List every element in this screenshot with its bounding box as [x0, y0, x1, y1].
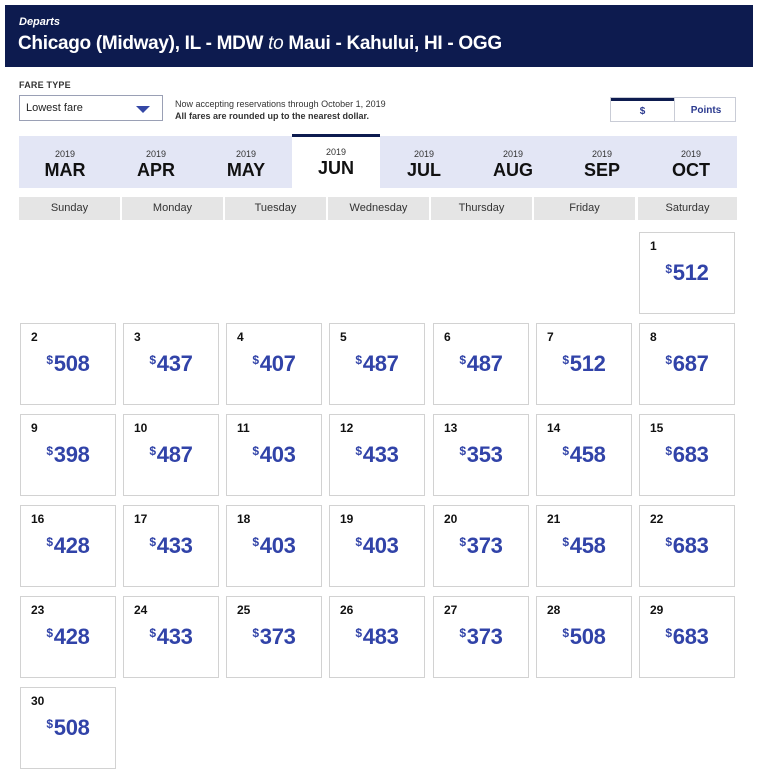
day-number: 23 — [31, 603, 45, 617]
route-header — [5, 5, 753, 67]
fare-price — [227, 624, 321, 650]
fare-price — [330, 533, 424, 559]
price-amount: 683 — [672, 442, 709, 467]
price-amount: 483 — [362, 624, 399, 649]
fare-price — [124, 624, 218, 650]
day-number: 28 — [547, 603, 561, 617]
currency-symbol: $ — [355, 626, 362, 640]
currency-symbol: $ — [665, 535, 672, 549]
day-number: 22 — [650, 512, 664, 526]
day-number: 29 — [650, 603, 664, 617]
day-number: 13 — [444, 421, 458, 435]
weekday-friday: Friday — [534, 197, 635, 220]
day-number: 24 — [134, 603, 148, 617]
currency-symbol: $ — [46, 444, 53, 458]
price-amount: 398 — [53, 442, 90, 467]
price-amount: 512 — [672, 260, 709, 285]
fare-price — [640, 624, 734, 650]
weekday-monday: Monday — [122, 197, 223, 220]
month-year: 2019 — [145, 149, 167, 159]
fare-price — [537, 533, 631, 559]
day-cell[interactable] — [123, 505, 219, 587]
price-amount: 487 — [362, 351, 399, 376]
month-year: 2019 — [54, 149, 76, 159]
price-amount: 407 — [259, 351, 296, 376]
month-name: OCT — [672, 160, 710, 180]
currency-symbol: $ — [252, 535, 259, 549]
price-amount: 373 — [466, 533, 503, 558]
day-cell[interactable] — [639, 323, 735, 405]
fare-price — [330, 351, 424, 377]
day-number: 10 — [134, 421, 148, 435]
day-cell[interactable] — [536, 414, 632, 496]
month-tab-sep[interactable] — [558, 136, 646, 188]
currency-symbol: $ — [459, 444, 466, 458]
fare-price — [227, 351, 321, 377]
price-amount: 687 — [672, 351, 709, 376]
month-year: 2019 — [235, 149, 257, 159]
points-option[interactable]: Points — [674, 98, 737, 121]
currency-symbol: $ — [46, 535, 53, 549]
month-name: JUL — [406, 160, 441, 180]
currency-symbol: $ — [665, 262, 672, 276]
day-cell[interactable] — [123, 323, 219, 405]
fare-price — [21, 442, 115, 468]
currency-symbol: $ — [355, 444, 362, 458]
month-name: APR — [136, 160, 175, 180]
fare-type-select[interactable] — [19, 95, 163, 121]
day-cell[interactable] — [329, 505, 425, 587]
month-year: 2019 — [680, 149, 702, 159]
day-cell[interactable] — [639, 505, 735, 587]
fare-price — [434, 533, 528, 559]
month-name: SEP — [583, 160, 621, 180]
month-tabs — [19, 136, 737, 188]
price-amount: 487 — [156, 442, 193, 467]
day-cell[interactable] — [329, 414, 425, 496]
currency-symbol: $ — [355, 535, 362, 549]
day-cell[interactable] — [433, 505, 529, 587]
day-cell[interactable] — [20, 596, 116, 678]
currency-toggle — [610, 97, 736, 122]
day-number: 16 — [31, 512, 45, 526]
currency-symbol: $ — [562, 626, 569, 640]
day-number: 25 — [237, 603, 251, 617]
currency-symbol: $ — [149, 444, 156, 458]
price-amount: 403 — [259, 442, 296, 467]
price-amount: 512 — [569, 351, 606, 376]
day-cell[interactable] — [536, 323, 632, 405]
day-cell[interactable] — [226, 414, 322, 496]
day-number: 20 — [444, 512, 458, 526]
fare-type-value: Lowest fare — [26, 102, 83, 114]
fare-price — [330, 442, 424, 468]
currency-symbol: $ — [46, 626, 53, 640]
fare-price — [434, 351, 528, 377]
price-amount: 508 — [53, 715, 90, 740]
weekday-sunday: Sunday — [19, 197, 120, 220]
month-tab-jul[interactable] — [380, 136, 468, 188]
month-name: AUG — [493, 160, 533, 180]
fare-price — [124, 533, 218, 559]
currency-symbol: $ — [665, 626, 672, 640]
month-tab-mar[interactable] — [21, 136, 109, 188]
currency-symbol: $ — [252, 353, 259, 367]
day-number: 8 — [650, 330, 657, 344]
price-amount: 683 — [672, 533, 709, 558]
month-tab-oct[interactable] — [647, 136, 735, 188]
price-amount: 433 — [156, 624, 193, 649]
day-cell[interactable] — [20, 323, 116, 405]
day-number: 11 — [237, 421, 250, 435]
currency-symbol: $ — [459, 535, 466, 549]
price-amount: 508 — [53, 351, 90, 376]
fare-price — [537, 351, 631, 377]
day-cell[interactable] — [226, 505, 322, 587]
weekday-thursday: Thursday — [431, 197, 532, 220]
currency-symbol: $ — [252, 626, 259, 640]
to-word: to — [268, 33, 284, 54]
month-year: 2019 — [413, 149, 435, 159]
month-tab-may[interactable] — [202, 136, 290, 188]
price-amount: 433 — [156, 533, 193, 558]
day-number: 21 — [547, 512, 561, 526]
day-cell[interactable] — [20, 414, 116, 496]
fare-price — [640, 351, 734, 377]
price-amount: 487 — [466, 351, 503, 376]
fare-price — [227, 442, 321, 468]
day-cell[interactable] — [639, 596, 735, 678]
price-amount: 683 — [672, 624, 709, 649]
route-title — [18, 33, 502, 55]
month-tab-aug[interactable] — [469, 136, 557, 188]
price-amount: 428 — [53, 624, 90, 649]
day-cell[interactable] — [433, 323, 529, 405]
fare-price — [124, 442, 218, 468]
day-number: 4 — [237, 330, 244, 344]
fare-price — [227, 533, 321, 559]
currency-symbol: $ — [665, 444, 672, 458]
currency-symbol: $ — [149, 535, 156, 549]
currency-symbol: $ — [562, 535, 569, 549]
currency-symbol: $ — [252, 444, 259, 458]
reservation-notice — [175, 98, 386, 122]
fare-price — [640, 260, 734, 286]
currency-symbol: $ — [562, 444, 569, 458]
day-number: 30 — [31, 694, 45, 708]
departs-label: Departs — [19, 16, 60, 28]
day-number: 14 — [547, 421, 561, 435]
day-cell[interactable] — [433, 414, 529, 496]
fare-price — [537, 442, 631, 468]
day-number: 3 — [134, 330, 141, 344]
fare-price — [434, 624, 528, 650]
day-cell[interactable] — [123, 596, 219, 678]
fare-price — [21, 351, 115, 377]
month-name: MAY — [226, 160, 266, 180]
day-cell[interactable] — [20, 687, 116, 769]
month-year: 2019 — [502, 149, 524, 159]
fare-price — [21, 715, 115, 741]
fare-price — [640, 442, 734, 468]
day-cell[interactable] — [639, 232, 735, 314]
currency-symbol: $ — [355, 353, 362, 367]
day-cell[interactable] — [226, 323, 322, 405]
price-amount: 458 — [569, 442, 606, 467]
day-number: 7 — [547, 330, 554, 344]
notice-line: Now accepting reservations through October 1, 2019 — [175, 99, 386, 109]
month-name: MAR — [44, 160, 86, 180]
day-cell[interactable] — [536, 596, 632, 678]
price-amount: 403 — [362, 533, 399, 558]
fare-price — [21, 533, 115, 559]
fare-price — [434, 442, 528, 468]
day-number: 18 — [237, 512, 251, 526]
day-number: 6 — [444, 330, 451, 344]
destination: Maui - Kahului, HI - OGG — [288, 33, 502, 54]
chevron-down-icon — [136, 106, 150, 113]
currency-symbol: $ — [46, 717, 53, 731]
origin: Chicago (Midway), IL - MDW — [18, 33, 264, 54]
fare-price — [640, 533, 734, 559]
price-amount: 508 — [569, 624, 606, 649]
price-amount: 433 — [362, 442, 399, 467]
day-number: 2 — [31, 330, 38, 344]
day-cell[interactable] — [433, 596, 529, 678]
currency-symbol: $ — [149, 353, 156, 367]
weekday-wednesday: Wednesday — [328, 197, 429, 220]
day-number: 9 — [31, 421, 38, 435]
fare-price — [330, 624, 424, 650]
month-tab-jun[interactable] — [292, 134, 380, 188]
price-amount: 353 — [466, 442, 503, 467]
fare-price — [537, 624, 631, 650]
weekday-tuesday: Tuesday — [225, 197, 326, 220]
currency-symbol: $ — [459, 353, 466, 367]
rounding-notice: All fares are rounded up to the nearest dollar. — [175, 111, 370, 121]
price-amount: 437 — [156, 351, 193, 376]
day-number: 1 — [650, 239, 657, 253]
month-year: 2019 — [325, 147, 347, 157]
day-number: 27 — [444, 603, 458, 617]
fare-price — [21, 624, 115, 650]
day-cell[interactable] — [639, 414, 735, 496]
day-number: 15 — [650, 421, 664, 435]
day-number: 12 — [340, 421, 354, 435]
day-number: 26 — [340, 603, 354, 617]
month-tab-apr[interactable] — [112, 136, 200, 188]
price-amount: 458 — [569, 533, 606, 558]
price-amount: 373 — [466, 624, 503, 649]
currency-symbol: $ — [665, 353, 672, 367]
day-cell[interactable] — [226, 596, 322, 678]
currency-symbol: $ — [149, 626, 156, 640]
day-number: 19 — [340, 512, 354, 526]
month-name: JUN — [317, 158, 354, 178]
day-cell[interactable] — [20, 505, 116, 587]
day-number: 17 — [134, 512, 148, 526]
weekday-saturday: Saturday — [638, 197, 737, 220]
price-amount: 373 — [259, 624, 296, 649]
currency-symbol: $ — [562, 353, 569, 367]
day-cell[interactable] — [329, 323, 425, 405]
day-cell[interactable] — [536, 505, 632, 587]
dollar-option[interactable]: $ — [611, 98, 674, 121]
currency-symbol: $ — [459, 626, 466, 640]
day-number: 5 — [340, 330, 347, 344]
day-cell[interactable] — [329, 596, 425, 678]
currency-symbol: $ — [46, 353, 53, 367]
month-year: 2019 — [591, 149, 613, 159]
price-amount: 403 — [259, 533, 296, 558]
fare-price — [124, 351, 218, 377]
fare-type-label: FARE TYPE — [19, 80, 71, 90]
day-cell[interactable] — [123, 414, 219, 496]
price-amount: 428 — [53, 533, 90, 558]
